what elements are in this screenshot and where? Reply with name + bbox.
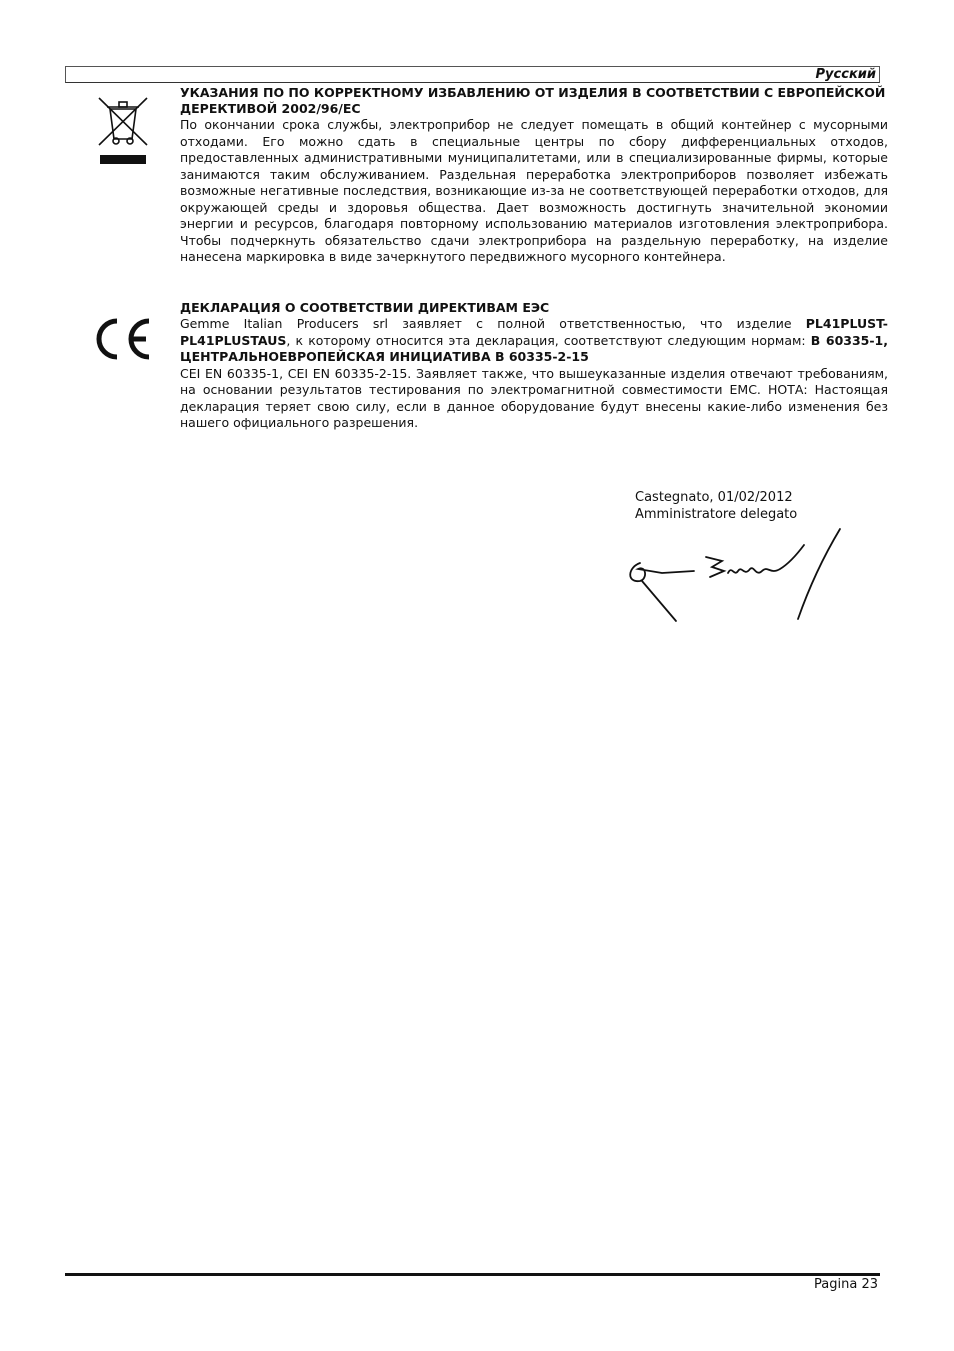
page-number: Pagina 23 bbox=[814, 1277, 878, 1292]
ce-mid: , к которому относится эта декларация, соответствуют следующим нормам: bbox=[286, 332, 811, 348]
handwritten-signature bbox=[618, 525, 850, 625]
ce-norms: В 60335-1, ЦЕНТРАЛЬНОЕВРОПЕЙСКАЯ ИНИЦИАТИВА В 60335-2-15 bbox=[180, 332, 888, 364]
signature-block bbox=[635, 489, 797, 523]
language-header bbox=[65, 66, 880, 83]
ce-declaration-section bbox=[180, 300, 888, 432]
footer-rule bbox=[65, 1273, 880, 1276]
ce-intro-paragraph bbox=[180, 316, 888, 366]
ce-mark-icon bbox=[93, 316, 153, 362]
weee-title: УКАЗАНИЯ ПО ПО КОРРЕКТНОМУ ИЗБАВЛЕНИЮ ОТ ИЗДЕЛИЯ В СООТВЕТСТВИИ С ЕВРОПЕЙСКОЙ ДЕРЕКТИВОЙ 2002/96/ЕС bbox=[180, 85, 886, 116]
ce-intro: Gemme Italian Producers srl заявляет с полной ответственностью, что изделие bbox=[180, 316, 806, 331]
place-date: Castegnato, 01/02/2012 bbox=[635, 490, 793, 505]
crossed-out-wheelie-bin-icon bbox=[97, 95, 149, 167]
ce-model: PL41PLUST-PL41PLUSTAUS bbox=[180, 316, 888, 348]
ce-title: ДЕКЛАРАЦИЯ О СООТВЕТСТВИИ ДИРЕКТИВАМ ЕЭС bbox=[180, 300, 550, 315]
language-label: Русский bbox=[815, 67, 876, 82]
signatory-role: Amministratore delegato bbox=[635, 507, 798, 522]
weee-disposal-section bbox=[180, 85, 888, 266]
weee-body: По окончании срока службы, электроприбор не следует помещать в общий контейнер с мусорными отходами. Его можно сдать в специальные центры по сбору дифференциальных отходов, предоставленных административными муниципалитетами, или в специализированные фирмы, которые занимаются таким обслуживанием. Раздельная переработка электроприборов позволяет избежать возможные негативные последствия, возникающие из-за не соответствующей переработки отходов, для окружающей среды и здоровья общества. Дает возможность достигнуть значительной экономии энергии и ресурсов, благодаря повторному использованию материалов изготовления электроприбора. Чтобы подчеркнуть обязательство сдачи электроприбора на раздельную переработку, на изделие нанесена маркировка в виде зачеркнутого передвижного мусорного контейнера. bbox=[180, 117, 888, 264]
ce-body: CEI EN 60335-1, CEI EN 60335-2-15. Заявляет также, что вышеуказанные изделия отвечают требованиям, на основании результатов тестирования по электромагнитной совместимости EMC. НОТА: Настоящая декларация теряет свою силу, если в данное оборудование будут внесены какие-либо изменения без нашего официального разрешения. bbox=[180, 365, 888, 430]
